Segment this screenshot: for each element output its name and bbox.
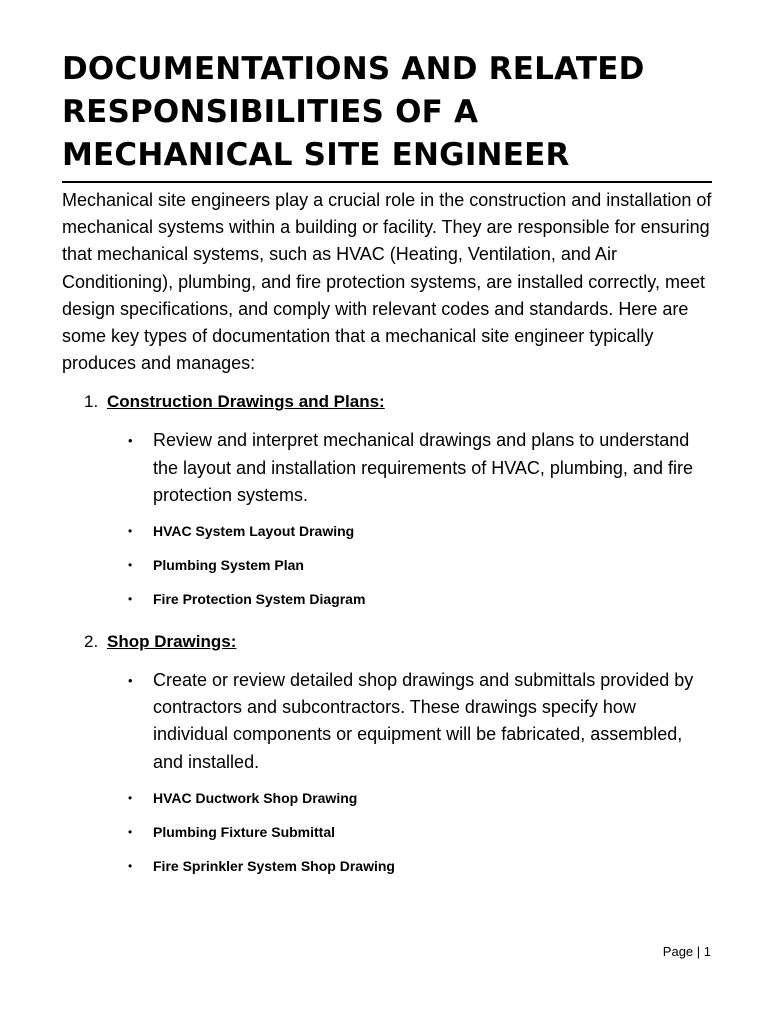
list-item-label: Fire Protection System Diagram — [153, 591, 366, 608]
list-item — [128, 820, 712, 844]
list-item — [128, 553, 712, 577]
description-bullet — [128, 427, 712, 509]
section-number: 1. — [84, 392, 99, 412]
section-heading — [84, 629, 712, 655]
document-list — [62, 786, 712, 878]
list-item — [128, 587, 712, 611]
document-page — [62, 48, 712, 878]
section-heading — [84, 389, 712, 415]
list-item-label: HVAC System Layout Drawing — [153, 523, 355, 540]
list-item-label: Plumbing System Plan — [153, 557, 304, 574]
list-item-label: HVAC Ductwork Shop Drawing — [153, 789, 358, 806]
bullet-icon: • — [128, 673, 133, 689]
bullet-icon: • — [128, 524, 133, 539]
list-item — [128, 519, 712, 543]
page-number-footer: Page | 1 — [662, 944, 711, 959]
bullet-icon: • — [128, 433, 133, 449]
intro-paragraph: Mechanical site engineers play a crucial role in the construction and installation of mechanical systems within a building or facility. They are responsible for ensuring that mechanical systems, such as HVAC (Heating, Ventilation, and Air Conditioning), plumbing, and fire protection systems, are installed correctly, meet design specifications, and comply with relevant codes and standards. Here are some key types of documentation that a mechanical site engineer typically produces and manages: — [62, 190, 712, 374]
document-title: DOCUMENTATIONS AND RELATED RESPONSIBILITIES OF A MECHANICAL SITE ENGINEER — [62, 48, 712, 183]
list-item — [128, 786, 712, 810]
bullet-icon: • — [128, 592, 133, 607]
bullet-icon: • — [128, 558, 133, 573]
list-item-label: Plumbing Fixture Submittal — [153, 823, 336, 840]
section-construction-drawings — [62, 389, 712, 611]
document-list — [62, 519, 712, 611]
description-text: Create or review detailed shop drawings and submittals provided by contractors and subcontractors. These drawings specify how individual components or equipment will be fabricated, assembled, and installed. — [153, 670, 694, 772]
bullet-icon: • — [128, 824, 133, 839]
bullet-icon: • — [128, 790, 133, 805]
list-item — [128, 854, 712, 878]
list-item-label: Fire Sprinkler System Shop Drawing — [153, 857, 395, 874]
bullet-icon: • — [128, 858, 133, 873]
section-number: 2. — [84, 632, 99, 652]
section-shop-drawings — [62, 629, 712, 878]
section-title: Shop Drawings: — [107, 632, 237, 652]
description-text: Review and interpret mechanical drawings and plans to understand the layout and installation requirements of HVAC, plumbing, and fire protection systems. — [153, 430, 693, 505]
description-bullet — [128, 667, 712, 776]
section-title: Construction Drawings and Plans: — [107, 392, 385, 412]
